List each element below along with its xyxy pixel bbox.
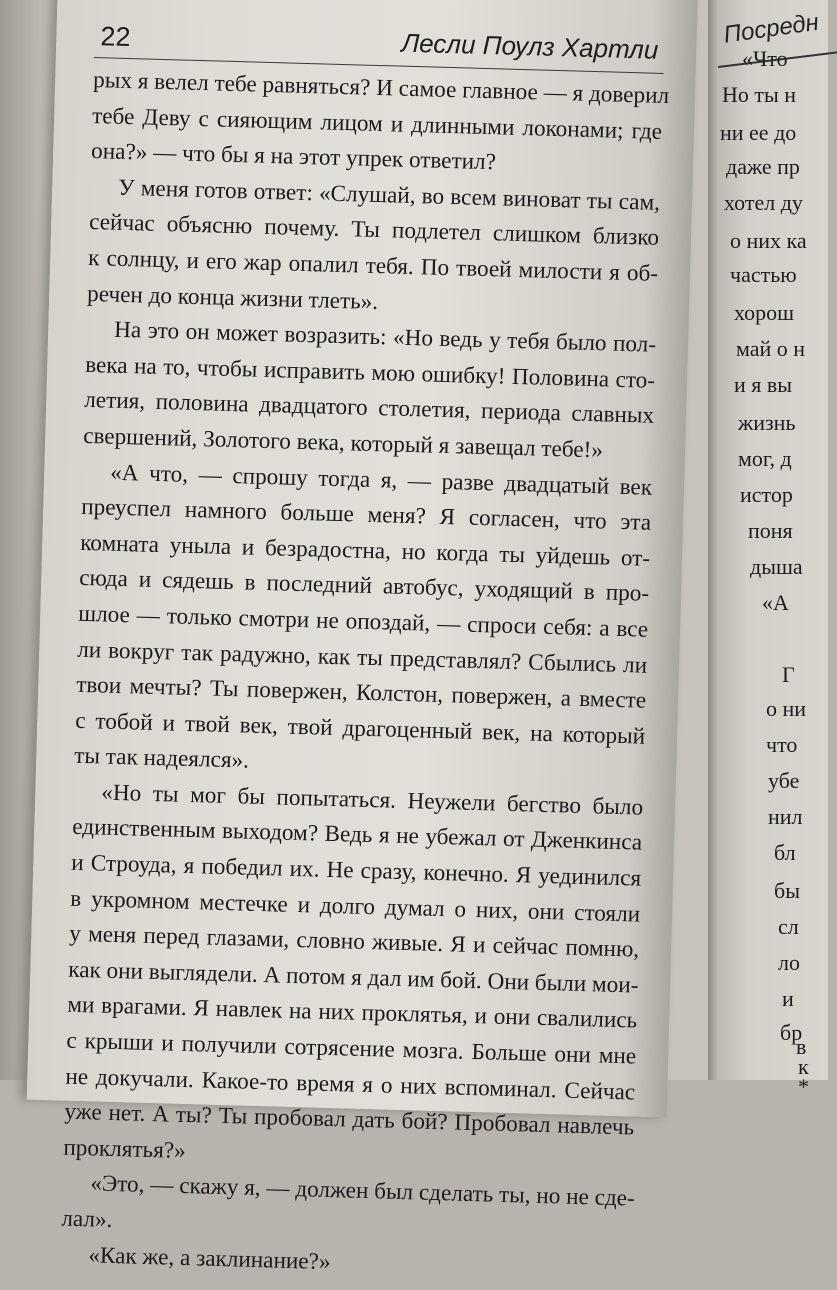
text-line: «Это, — скажу я, — должен был сделать ты, но не сде-	[90, 1170, 636, 1212]
text-line: «Но ты мог бы попытаться. Неужели бегство было	[100, 779, 644, 821]
text-line: «А что, — спрошу тогда я, — разве двадцатый век	[109, 459, 653, 501]
text-line: лал».	[61, 1205, 113, 1233]
right-page-fragment: о них ка	[730, 228, 807, 253]
right-page-fragment: *	[798, 1074, 809, 1099]
text-line: с тобой и твой век, твой драгоценный век, на который	[74, 707, 646, 750]
text-line: и Строуда, я победил их. Не сразу, конечно. Я уединился	[70, 849, 642, 892]
text-line: летия, половина двадцатого столетия, периода славных	[83, 387, 655, 430]
running-head: Лесли Поулз Хартли	[401, 27, 659, 65]
right-page-fragment: мог, д	[738, 446, 792, 471]
right-page-fragment: убе	[768, 768, 800, 793]
text-line: комната уныла и безрадостна, но когда ты уйдешь от-	[79, 529, 651, 572]
right-page-fragment: что	[766, 732, 798, 757]
text-line: не докучали. Какое-то время я о них вспоминал. Сейчас	[65, 1063, 636, 1106]
right-page-fragment: «Что	[742, 46, 788, 71]
right-page-fragment: Но ты н	[722, 82, 797, 107]
text-line: она?» — что бы я на этот упрек ответил?	[90, 138, 497, 176]
text-line: века на то, чтобы исправить мою ошибку! Половина сто-	[84, 351, 656, 394]
body-text	[60, 63, 670, 1289]
right-page-fragment: в	[796, 1034, 807, 1059]
right-page-fragment: о ни	[766, 696, 807, 721]
right-page-fragment: даже пр	[726, 154, 800, 179]
text-line: ты так надеялся».	[73, 743, 250, 774]
right-page-fragment: жизнь	[738, 410, 796, 435]
right-page-fragment: бл	[774, 840, 796, 865]
left-page	[27, 0, 698, 1275]
text-line: к солнцу, и его жар опалил тебя. По твоей милости я об-	[87, 244, 659, 287]
text-line: твои мечты? Ты повержен, Колстон, повержен, а вместе	[75, 671, 647, 714]
text-line: уже нет. А ты? Ты пробовал дать бой? Пробовал навлечь	[64, 1098, 635, 1141]
right-page-fragment: хотел ду	[724, 190, 803, 215]
right-page-fragment: ни ее до	[720, 120, 797, 145]
right-page-fragment: частью	[730, 262, 797, 287]
text-line: ми врагами. Я навлек на них проклятья, и они свалились	[67, 992, 638, 1035]
text-line: шлое — только смотри не опоздай, — спроси себя: а все	[77, 600, 649, 643]
text-line: У меня готов ответ: «Слушай, во всем виноват ты сам,	[117, 174, 661, 216]
text-line: единственным выходом? Ведь я не убежал от Дженкинса	[71, 814, 643, 857]
text-line: тебе Деву с сияющим лицом и длинными локонами; где	[91, 102, 663, 145]
right-page	[708, 0, 828, 1099]
right-page-fragment: хорош	[734, 300, 795, 325]
text-line: ли вокруг так радужно, как ты представлял? Сбылись ли	[76, 636, 648, 679]
page-number: 22	[100, 21, 131, 53]
right-page-fragment: нил	[768, 804, 803, 829]
text-line: преуспел намного больше меня? Я согласен, что эта	[80, 493, 652, 536]
right-page-fragment: ло	[778, 950, 800, 975]
right-page-fragment: «А	[762, 590, 789, 615]
text-line: рых я велел тебе равняться? И самое главное — я доверил	[92, 67, 670, 110]
right-page-fragment: к	[798, 1054, 809, 1079]
text-line: свершений, Золотого века, который я завещал тебе!»	[82, 422, 604, 464]
right-page-fragment: истор	[740, 482, 793, 507]
text-line: в укромном местечке и долго думал о них, они стояли	[69, 885, 641, 928]
right-page-fragment: Г	[782, 662, 795, 687]
right-page-fragment: поня	[748, 518, 793, 543]
right-page-fragment: бы	[774, 878, 800, 903]
text-line: с крыши и получили сотрясение мозга. Больше они мне	[66, 1027, 637, 1070]
text-line: проклятья?»	[63, 1134, 187, 1164]
text-line: как они выглядели. А потом я дал им бой. Они были мои-	[68, 956, 639, 999]
text-line: сейчас объясню почему. Ты подлетел слишком близко	[88, 209, 660, 252]
text-line: речен до конца жизни тлеть».	[86, 280, 379, 315]
right-running-head: Посредн	[722, 8, 821, 49]
right-page-fragment: май о н	[736, 336, 806, 361]
right-page-fragment: и	[782, 986, 794, 1011]
text-line: у меня перед глазами, словно живые. Я и сейчас помню,	[69, 920, 640, 963]
text-line: сюда и сядешь в последний автобус, уходящий в про-	[78, 565, 650, 608]
right-page-fragment: сл	[778, 914, 799, 939]
text-line: На это он может возразить: «Но ведь у тебя было пол-	[113, 316, 657, 358]
right-page-fragment: и я вы	[734, 372, 793, 397]
text-line: «Как же, а заклинание?»	[88, 1241, 331, 1275]
right-page-fragment: бр	[780, 1020, 803, 1045]
right-page-fragment: дыша	[750, 554, 803, 579]
